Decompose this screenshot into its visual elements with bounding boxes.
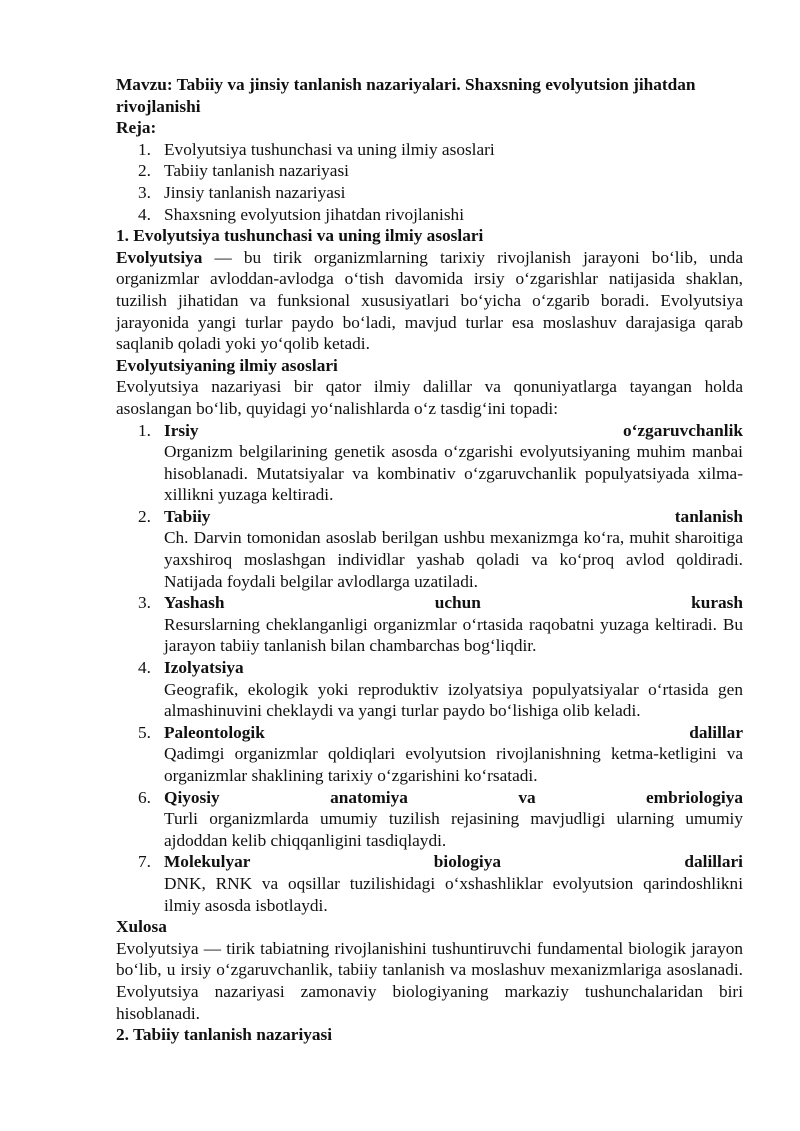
evidence-item-description: Qadimgi organizmlar qoldiqlari evolyutsion rivojlanishning ketma-ketligini va organizmlar shaklining tarixiy o‘zgarishini ko‘rsatadi.	[164, 744, 743, 785]
conclusion-heading: Xulosa	[116, 917, 167, 937]
evidence-heading-word: dalillari	[684, 852, 743, 872]
evidence-item	[116, 722, 743, 787]
evidence-heading-word: dalillar	[689, 722, 743, 742]
evidence-item-description: Geografik, ekologik yoki reproduktiv izolyatsiya populyatsiyalar o‘rtasida gen almashinuvini cheklaydi va yangi turlar paydo bo‘lishiga olib keladi.	[164, 679, 743, 721]
evidence-heading-word: Yashash	[164, 593, 225, 613]
evidence-item-heading	[164, 420, 743, 442]
evidence-item-number: 1.	[138, 420, 151, 440]
evidence-item-heading	[164, 787, 743, 809]
section-heading: 1. Evolyutsiya tushunchasi va uning ilmiy asoslari	[116, 226, 484, 246]
plan-item	[116, 182, 743, 204]
plan-item-number: 4.	[138, 204, 151, 224]
section-heading: 2. Tabiiy tanlanish nazariyasi	[116, 1025, 333, 1045]
document-title: Mavzu: Tabiiy va jinsiy tanlanish nazariyalari. Shaxsning evolyutsion jihatdan rivojlanishi	[116, 75, 696, 116]
evidence-heading-word: uchun	[434, 593, 481, 613]
subsection-heading: Evolyutsiyaning ilmiy asoslari	[116, 355, 338, 375]
evidence-item-number: 6.	[138, 787, 151, 807]
plan-item-number: 3.	[138, 182, 151, 202]
intro-term: Evolyutsiya	[116, 247, 203, 267]
evidence-list	[116, 420, 743, 917]
evidence-item	[116, 787, 743, 852]
plan-label: Reja:	[116, 118, 157, 138]
evidence-heading-word: Qiyosiy	[164, 787, 220, 807]
evidence-item-heading	[164, 722, 743, 744]
evidence-item	[116, 420, 743, 506]
evidence-heading-word: biologiya	[433, 852, 502, 872]
evidence-heading-word: va	[518, 787, 536, 807]
plan-item	[116, 204, 743, 226]
evidence-heading-word: kurash	[691, 593, 743, 613]
evidence-item-number: 2.	[138, 506, 151, 526]
evidence-heading-word: embriologiya	[646, 787, 743, 807]
evidence-item-description: Organizm belgilarining genetik asosda o‘zgarishi evolyutsiyaning muhim manbai hisoblanadi. Mutatsiyalar va kombinativ o‘zgaruvchanlik populyatsiyada xilma-xillikni yuzaga keltiradi.	[164, 442, 743, 505]
evidence-item-heading	[164, 506, 743, 528]
plan-item	[116, 160, 743, 182]
evidence-item-number: 7.	[138, 852, 151, 872]
plan-item-text: Jinsiy tanlanish nazariyasi	[164, 182, 346, 202]
evidence-heading-word: Paleontologik	[164, 722, 265, 742]
evidence-item	[116, 851, 743, 916]
plan-item-text: Tabiiy tanlanish nazariyasi	[164, 161, 349, 181]
evidence-item-number: 5.	[138, 722, 151, 742]
evidence-item-description: DNK, RNK va oqsillar tuzilishidagi o‘xshashliklar evolyutsion qarindoshlikni ilmiy asosda isbotlaydi.	[164, 873, 743, 915]
evidence-item-number: 3.	[138, 593, 151, 613]
subsection-intro: Evolyutsiya nazariyasi bir qator ilmiy dalillar va qonuniyatlarga tayangan holda asoslangan bo‘lib, quyidagi yo‘nalishlarda o‘z tasdig‘ini topadi:	[116, 377, 743, 418]
evidence-item-heading	[164, 657, 743, 679]
plan-item-text: Shaxsning evolyutsion jihatdan rivojlanishi	[164, 204, 465, 224]
evidence-item	[116, 657, 743, 722]
evidence-heading-word: Molekulyar	[164, 852, 251, 872]
document-page	[116, 74, 743, 1046]
evidence-item-description: Ch. Darvin tomonidan asoslab berilgan ushbu mexanizmga ko‘ra, muhit sharoitiga yaxshiroq moslashgan individlar yashab qoladi va ko‘proq avlod qoldiradi. Natijada foydali belgilar avlodlarga uzatiladi.	[164, 528, 743, 591]
evidence-heading-word: anatomiya	[330, 787, 408, 807]
plan-item-number: 2.	[138, 161, 151, 181]
evidence-heading-word: Irsiy	[164, 420, 199, 440]
evidence-heading-word: o‘zgaruvchanlik	[622, 420, 743, 440]
plan-list	[116, 139, 743, 225]
plan-item-text: Evolyutsiya tushunchasi va uning ilmiy asoslari	[164, 139, 495, 159]
plan-item	[116, 139, 743, 161]
evidence-item-number: 4.	[138, 658, 151, 678]
evidence-item-heading	[164, 592, 743, 614]
evidence-item	[116, 506, 743, 592]
intro-text: — bu tirik organizmlarning tarixiy rivojlanish jarayoni bo‘lib, unda organizmlar avloddan-avlodga o‘tish davomida irsiy o‘zgarishlar natijasida shaklan, tuzilish jihatidan va funksional xususiyatlari bo‘yicha o‘zgarib boradi. Evolyutsiya jarayonida yangi turlar paydo bo‘ladi, mavjud turlar esa moslashuv darajasiga qarab saqlanib qoladi yoki yo‘qolib ketadi.	[116, 247, 743, 354]
evidence-heading-word: Tabiiy	[164, 506, 211, 526]
evidence-item	[116, 592, 743, 657]
evidence-item-description: Turli organizmlarda umumiy tuzilish rejasining mavjudligi ularning umumiy ajdoddan kelib chiqqanligini tasdiqlaydi.	[164, 809, 743, 850]
intro-paragraph	[116, 247, 743, 355]
conclusion-paragraph: Evolyutsiya — tirik tabiatning rivojlanishini tushuntiruvchi fundamental biologik jarayon bo‘lib, u irsiy o‘zgaruvchanlik, tabiiy tanlanish va moslashuv mexanizmlariga asoslanadi. Evolyutsiya nazariyasi zamonaviy biologiyaning markaziy tushunchalaridan biri hisoblanadi.	[116, 938, 743, 1023]
plan-item-number: 1.	[138, 139, 151, 159]
evidence-heading-word: tanlanish	[674, 506, 743, 526]
evidence-item-heading	[164, 851, 743, 873]
evidence-item-description: Resurslarning cheklanganligi organizmlar o‘rtasida raqobatni yuzaga keltiradi. Bu jarayon tabiiy tanlanish bilan chambarchas bog‘liqdir.	[164, 614, 743, 656]
evidence-heading-word: Izolyatsiya	[164, 658, 244, 678]
